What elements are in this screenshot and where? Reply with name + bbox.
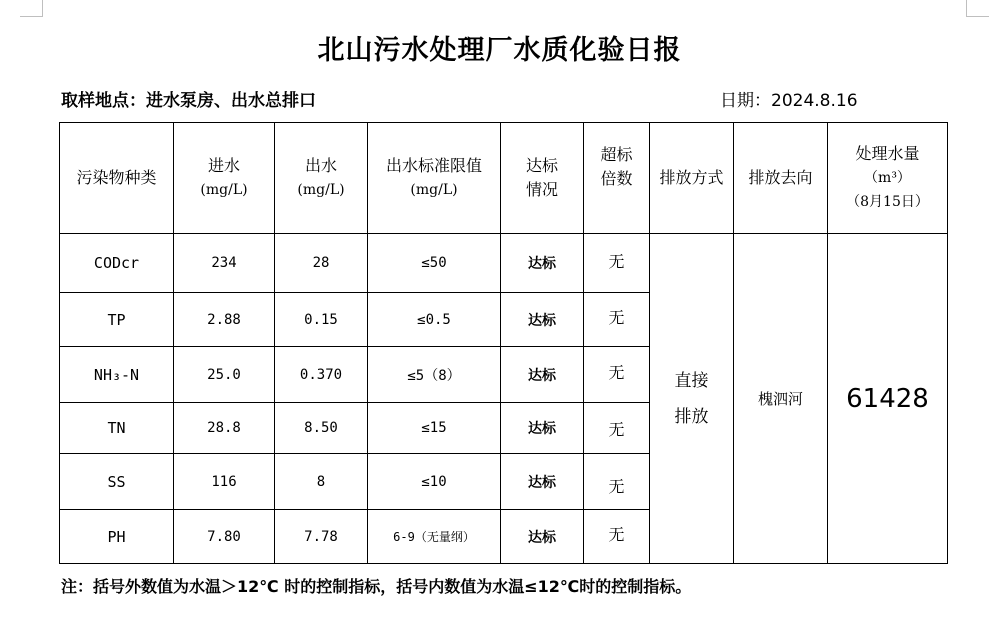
compliance-cell: 达标 [501,234,584,293]
exceed-cell [584,510,650,564]
inflow-cell: 25.0 [174,347,275,403]
header-compliance [501,123,584,234]
outflow-cell: 0.15 [275,293,368,347]
compliance-cell: 达标 [501,347,584,403]
header-pollutant [60,123,174,234]
header-discharge-method [650,123,734,234]
limit-cell: ≤50 [368,234,501,293]
compliance-cell: 达标 [501,403,584,454]
header-limit-label: 出水标准限值 [385,156,482,175]
limit-cell: ≤15 [368,403,501,454]
discharge-method-line1: 直接 [674,370,709,391]
exceed-value: 无 [608,363,625,382]
exceed-value: 无 [608,251,625,271]
header-volume-date: （8月15日） [846,194,929,210]
header-inflow-label: 进水 [207,156,240,175]
outflow-cell: 8 [275,454,368,510]
header-limit [368,123,501,234]
compliance-cell: 达标 [501,510,584,564]
exceed-value: 无 [608,419,625,439]
header-volume-unit: （m³） [864,170,911,186]
exceed-cell [584,293,650,347]
pollutant-cell: NH₃-N [60,347,174,403]
header-inflow [174,123,275,234]
header-outflow [275,123,368,234]
header-outflow-unit: (mg/L) [297,182,345,198]
discharge-dest-cell: 槐泗河 [734,234,828,564]
limit-cell: ≤0.5 [368,293,501,347]
limit-cell: ≤5（8） [368,347,501,403]
page-corner-mark-left [20,0,43,17]
header-volume-label: 处理水量 [855,144,920,163]
exceed-value: 无 [608,308,625,327]
header-discharge-dest [734,123,828,234]
inflow-cell: 7.80 [174,510,275,564]
header-outflow-label: 出水 [304,156,337,175]
header-discharge-dest-label: 排放去向 [748,168,813,187]
outflow-cell: 28 [275,234,368,293]
exceed-value: 无 [608,477,625,496]
pollutant-cell: PH [60,510,174,564]
inflow-cell: 2.88 [174,293,275,347]
pollutant-cell: CODcr [60,234,174,293]
pollutant-cell: TP [60,293,174,347]
footnote: 注：括号外数值为水温＞12℃ 时的控制指标，括号内数值为水温≤12℃时的控制指标。 [61,577,692,596]
inflow-cell: 28.8 [174,403,275,454]
compliance-cell: 达标 [501,293,584,347]
discharge-method-cell [650,234,734,564]
limit-cell: ≤10 [368,454,501,510]
page-corner-mark-right [966,0,989,17]
header-inflow-unit: (mg/L) [200,182,248,198]
report-title: 北山污水处理厂水质化验日报 [317,35,682,66]
inflow-cell: 116 [174,454,275,510]
outflow-cell: 7.78 [275,510,368,564]
discharge-method-line2: 排放 [674,406,709,427]
exceed-cell [584,454,650,510]
header-exceed-label: 超标倍数 [600,145,633,188]
exceed-cell [584,403,650,454]
header-compliance-label: 达标情况 [525,156,558,199]
pollutant-cell: SS [60,454,174,510]
table-row [60,234,948,293]
inflow-cell: 234 [174,234,275,293]
outflow-cell: 0.370 [275,347,368,403]
pollutant-cell: TN [60,403,174,454]
header-exceed [584,123,650,234]
treated-volume-cell: 61428 [828,234,948,564]
header-pollutant-label: 污染物种类 [76,168,157,187]
sampling-location: 取样地点：进水泵房、出水总排口 [61,91,316,111]
compliance-cell: 达标 [501,454,584,510]
limit-cell: 6-9（无量纲） [368,510,501,564]
report-date: 日期：2024.8.16 [720,91,858,111]
header-row [60,123,948,234]
header-limit-unit: (mg/L) [410,182,458,198]
outflow-cell: 8.50 [275,403,368,454]
water-quality-table [59,122,948,564]
exceed-cell [584,234,650,293]
exceed-value: 无 [608,525,625,544]
exceed-cell [584,347,650,403]
header-volume [828,123,948,234]
header-discharge-method-label: 排放方式 [659,168,724,187]
